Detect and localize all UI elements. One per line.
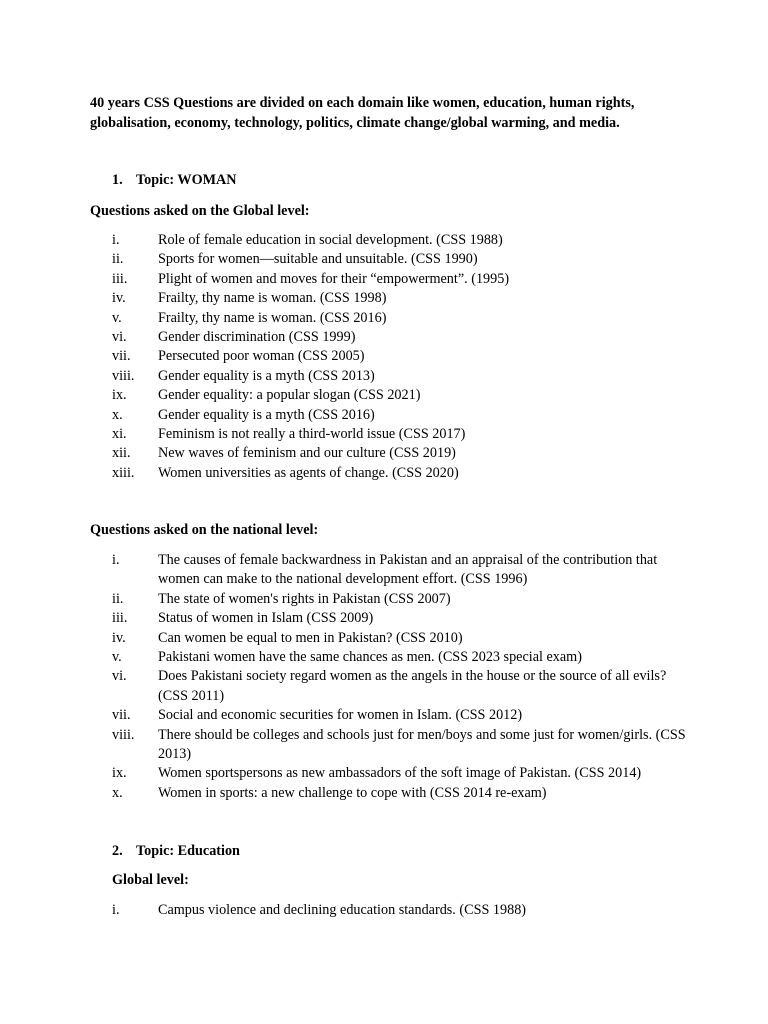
list-item: iv. Can women be equal to men in Pakistan? (CSS 2010) [112, 629, 463, 646]
list-item: xi. Feminism is not really a third-world issue (CSS 2017) [112, 426, 466, 443]
education-questions-list [0, 901, 688, 920]
list-item: i. The causes of female backwardness in Pakistan and an appraisal of the contribution that women can make to the national development effort. (CSS 1996) [112, 552, 658, 588]
list-item: ii. The state of women's rights in Pakistan (CSS 2007) [112, 590, 451, 607]
global-questions-heading: Questions asked on the Global level: [90, 203, 310, 219]
topic-1-title: Topic: WOMAN [136, 172, 237, 188]
list-item: vi. Does Pakistani society regard women as the angels in the house or the source of all evils? (CSS 2011) [112, 668, 667, 704]
list-item: x. Gender equality is a myth (CSS 2016) [112, 406, 375, 423]
list-item: iii. Status of women in Islam (CSS 2009) [112, 610, 374, 627]
list-item: i. Campus violence and declining education standards. (CSS 1988) [112, 902, 527, 918]
global-level-heading: Global level: [112, 872, 189, 888]
list-item: xii. New waves of feminism and our culture (CSS 2019) [112, 445, 456, 462]
list-item: x. Women in sports: a new challenge to cope with (CSS 2014 re-exam) [112, 784, 547, 801]
list-item: ix. Gender equality: a popular slogan (CSS 2021) [112, 387, 421, 404]
list-item: vi. Gender discrimination (CSS 1999) [112, 329, 356, 346]
topic-2-number: 2. [112, 843, 123, 859]
topic-2-title: Topic: Education [136, 843, 240, 859]
intro-paragraph: 40 years CSS Questions are divided on each domain like women, education, human rights, globalisation, economy, technology, politics, climate change/global warming, and media. [90, 95, 635, 131]
list-item: v. Pakistani women have the same chances as men. (CSS 2023 special exam) [112, 649, 582, 666]
list-item: ii. Sports for women—suitable and unsuitable. (CSS 1990) [112, 251, 478, 268]
national-questions-list [0, 551, 688, 803]
national-questions-heading: Questions asked on the national level: [90, 522, 319, 538]
list-item: i. Role of female education in social development. (CSS 1988) [112, 232, 503, 248]
list-item: vii. Persecuted poor woman (CSS 2005) [112, 348, 365, 365]
topic-1-number: 1. [112, 172, 123, 188]
list-item: iv. Frailty, thy name is woman. (CSS 1998) [112, 290, 387, 307]
list-item: iii. Plight of women and moves for their “empowerment”. (1995) [112, 270, 510, 287]
topic-2-heading [112, 842, 240, 861]
list-item: vii. Social and economic securities for women in Islam. (CSS 2012) [112, 707, 523, 724]
list-item: v. Frailty, thy name is woman. (CSS 2016) [112, 309, 387, 326]
global-questions-list [0, 231, 688, 483]
list-item: ix. Women sportspersons as new ambassadors of the soft image of Pakistan. (CSS 2014) [112, 765, 642, 782]
list-item: viii. There should be colleges and schools just for men/boys and some just for women/girls. (CSS 2013) [112, 726, 686, 763]
topic-1-heading [112, 171, 237, 190]
list-item: xiii. Women universities as agents of change. (CSS 2020) [112, 464, 459, 481]
list-item: viii. Gender equality is a myth (CSS 2013) [112, 367, 375, 384]
